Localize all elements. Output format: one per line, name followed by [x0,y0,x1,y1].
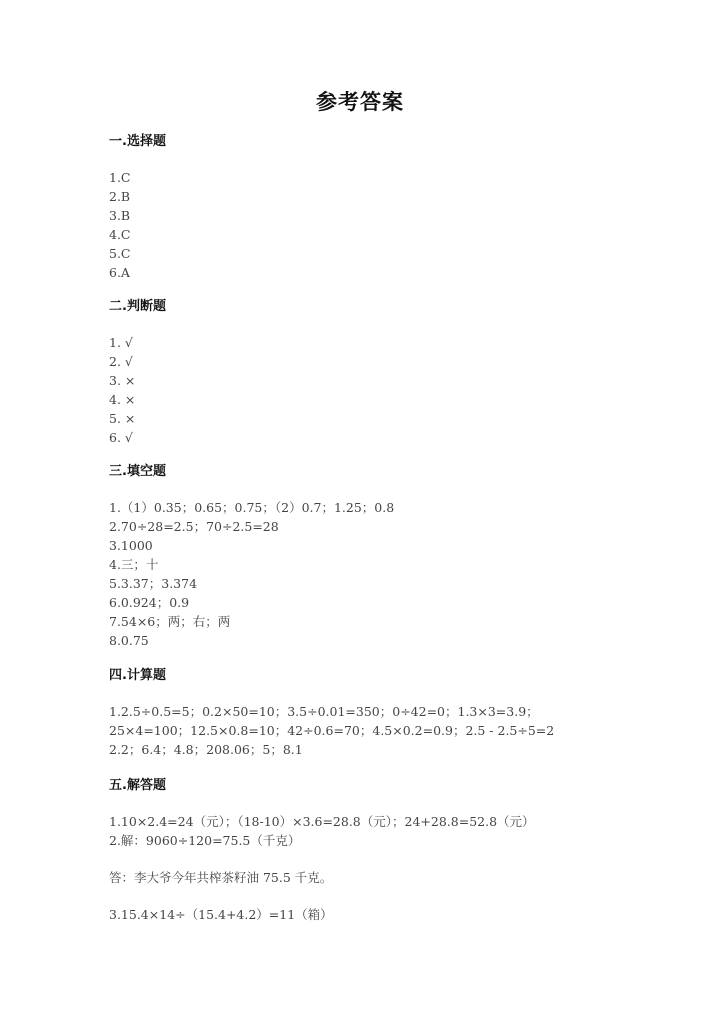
answer-line: 2.解：9060÷120=75.5（千克） [109,833,301,848]
answer-line: 4. × [109,392,136,407]
section-word-problems [109,776,535,924]
section-true-false [109,297,166,447]
answer-line: 1.（1）0.35；0.65；0.75；（2）0.7；1.25；0.8 [109,500,395,515]
answer-line: 8.0.75 [109,633,149,648]
answer-line: 1.2.5÷0.5=5；0.2×50=10；3.5÷0.01=350；0÷42=0；1.3×3=3.9； [109,704,539,719]
answer-line: 6. √ [109,430,133,445]
answer-line: 5. × [109,411,136,426]
section-heading: 五.解答题 [109,778,166,793]
answer-line: 25×4=100；12.5×0.8=10；42÷0.6=70；4.5×0.2=0.9；2.5 - 2.5÷5=2 [109,723,555,738]
answer-line: 4.C [109,227,131,242]
section-heading: 四.计算题 [109,668,166,683]
answer-line: 1.C [109,170,131,185]
answer-line: 2.70÷28=2.5；70÷2.5=28 [109,519,279,534]
answer-line: 1. √ [109,335,133,350]
answer-line: 2.2；6.4；4.8；208.06；5；8.1 [109,742,303,757]
answer-line: 3.15.4×14÷（15.4+4.2）=11（箱） [109,907,333,922]
answer-line: 2.B [109,189,131,204]
page-title: 参考答案 [316,90,404,114]
answer-line: 2. √ [109,354,133,369]
answer-line: 4.三；十 [109,557,159,572]
answer-line: 6.0.924；0.9 [109,595,190,610]
section-calculation [109,666,554,759]
answer-line: 5.C [109,246,131,261]
answer-line: 7.54×6；两；右；两 [109,614,231,629]
section-heading: 一.选择题 [109,134,166,149]
answer-line: 5.3.37；3.374 [109,576,198,591]
answer-line: 6.A [109,265,130,280]
section-fill-in-blank [109,462,394,650]
answer-line: 3.B [109,208,131,223]
section-heading: 二.判断题 [109,299,166,314]
answer-line: 3. × [109,373,136,388]
answer-statement: 答：李大爷今年共榨茶籽油 75.5 千克。 [109,870,333,885]
answer-line: 1.10×2.4=24（元）；（18-10）×3.6=28.8（元）；24+28.8=52.8（元） [109,814,535,829]
section-heading: 三.填空题 [109,464,166,479]
answer-line: 3.1000 [109,538,153,553]
section-multiple-choice [109,132,166,282]
